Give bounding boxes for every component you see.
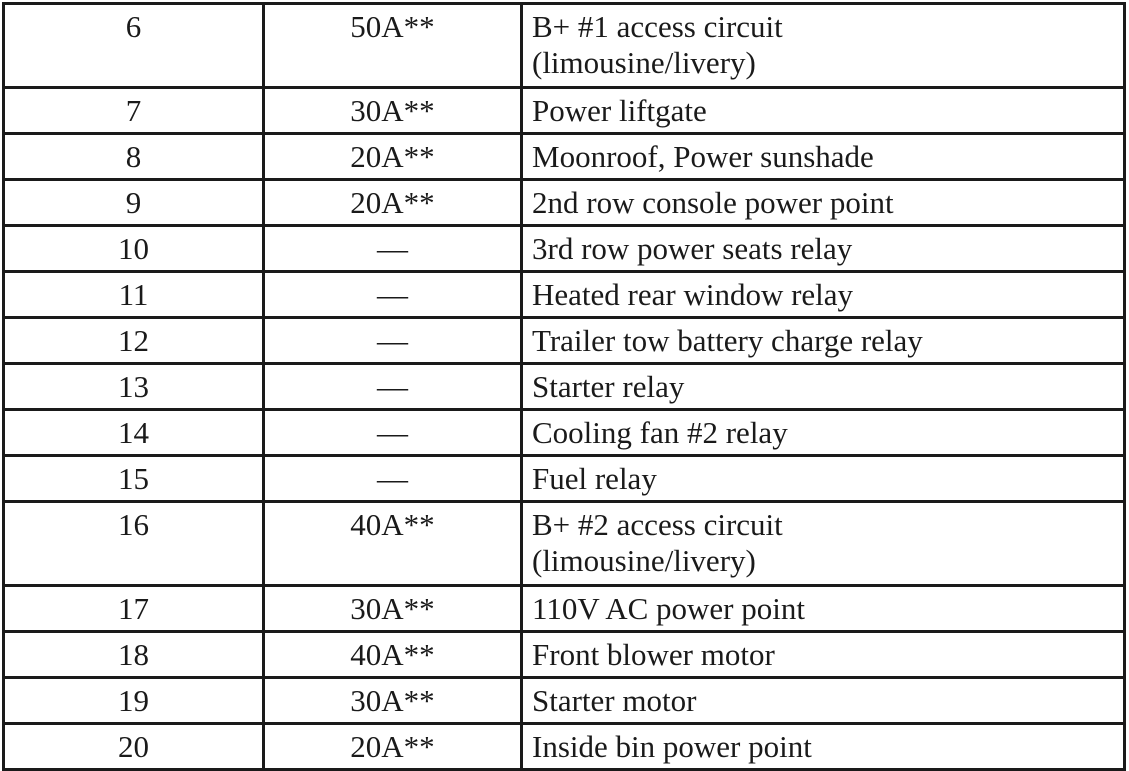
description-line: Starter motor [532, 683, 697, 718]
table-row [4, 318, 1125, 364]
fuse-amperage-cell: 20A** [264, 180, 522, 226]
fuse-description-cell [522, 364, 1125, 410]
table-row [4, 632, 1125, 678]
fuse-number-cell: 18 [4, 632, 264, 678]
fuse-number-cell: 20 [4, 724, 264, 770]
description-line: (limousine/livery) [532, 543, 756, 578]
table-row [4, 180, 1125, 226]
fuse-amperage-cell: 50A** [264, 4, 522, 88]
fuse-table [2, 2, 1126, 771]
fuse-number-cell: 9 [4, 180, 264, 226]
fuse-description-cell [522, 724, 1125, 770]
fuse-number-cell: 19 [4, 678, 264, 724]
fuse-number-cell: 12 [4, 318, 264, 364]
description-line: Front blower motor [532, 637, 775, 672]
description-line: B+ #1 access circuit [532, 9, 783, 44]
table-row [4, 410, 1125, 456]
fuse-amperage-cell: 40A** [264, 632, 522, 678]
description-line: B+ #2 access circuit [532, 507, 783, 542]
table-row [4, 272, 1125, 318]
description-line: 110V AC power point [532, 591, 805, 626]
table-row [4, 502, 1125, 586]
fuse-amperage-cell: — [264, 410, 522, 456]
fuse-description-cell [522, 502, 1125, 586]
fuse-amperage-cell: 20A** [264, 724, 522, 770]
table-row [4, 364, 1125, 410]
fuse-description-cell [522, 88, 1125, 134]
fuse-amperage-cell: — [264, 318, 522, 364]
table-row [4, 4, 1125, 88]
description-line: Trailer tow battery charge relay [532, 323, 923, 358]
fuse-number-cell: 13 [4, 364, 264, 410]
fuse-number-cell: 8 [4, 134, 264, 180]
table-row [4, 226, 1125, 272]
table-row [4, 586, 1125, 632]
fuse-description-cell [522, 318, 1125, 364]
fuse-description-cell [522, 272, 1125, 318]
fuse-description-cell [522, 226, 1125, 272]
fuse-amperage-cell: 30A** [264, 88, 522, 134]
description-line: Moonroof, Power sunshade [532, 139, 874, 174]
fuse-description-cell [522, 586, 1125, 632]
table-row [4, 456, 1125, 502]
fuse-number-cell: 14 [4, 410, 264, 456]
fuse-number-cell: 11 [4, 272, 264, 318]
fuse-description-cell [522, 410, 1125, 456]
fuse-amperage-cell: — [264, 272, 522, 318]
fuse-number-cell: 10 [4, 226, 264, 272]
fuse-number-cell: 17 [4, 586, 264, 632]
description-line: Inside bin power point [532, 729, 812, 764]
description-line: Fuel relay [532, 461, 657, 496]
table-row [4, 134, 1125, 180]
description-line: 3rd row power seats relay [532, 231, 853, 266]
table-row [4, 724, 1125, 770]
fuse-description-cell [522, 134, 1125, 180]
fuse-description-cell [522, 180, 1125, 226]
fuse-description-cell [522, 632, 1125, 678]
description-line: Cooling fan #2 relay [532, 415, 788, 450]
description-line: Starter relay [532, 369, 685, 404]
table-row [4, 88, 1125, 134]
fuse-amperage-cell: — [264, 456, 522, 502]
fuse-amperage-cell: 40A** [264, 502, 522, 586]
fuse-table-body [4, 4, 1125, 770]
fuse-number-cell: 15 [4, 456, 264, 502]
description-line: 2nd row console power point [532, 185, 894, 220]
fuse-number-cell: 16 [4, 502, 264, 586]
fuse-amperage-cell: 30A** [264, 678, 522, 724]
fuse-number-cell: 6 [4, 4, 264, 88]
fuse-amperage-cell: 20A** [264, 134, 522, 180]
description-line: Heated rear window relay [532, 277, 854, 312]
fuse-description-cell [522, 4, 1125, 88]
description-line: Power liftgate [532, 93, 707, 128]
fuse-amperage-cell: — [264, 364, 522, 410]
fuse-number-cell: 7 [4, 88, 264, 134]
description-line: (limousine/livery) [532, 45, 756, 80]
fuse-amperage-cell: 30A** [264, 586, 522, 632]
fuse-description-cell [522, 678, 1125, 724]
fuse-amperage-cell: — [264, 226, 522, 272]
fuse-description-cell [522, 456, 1125, 502]
table-row [4, 678, 1125, 724]
